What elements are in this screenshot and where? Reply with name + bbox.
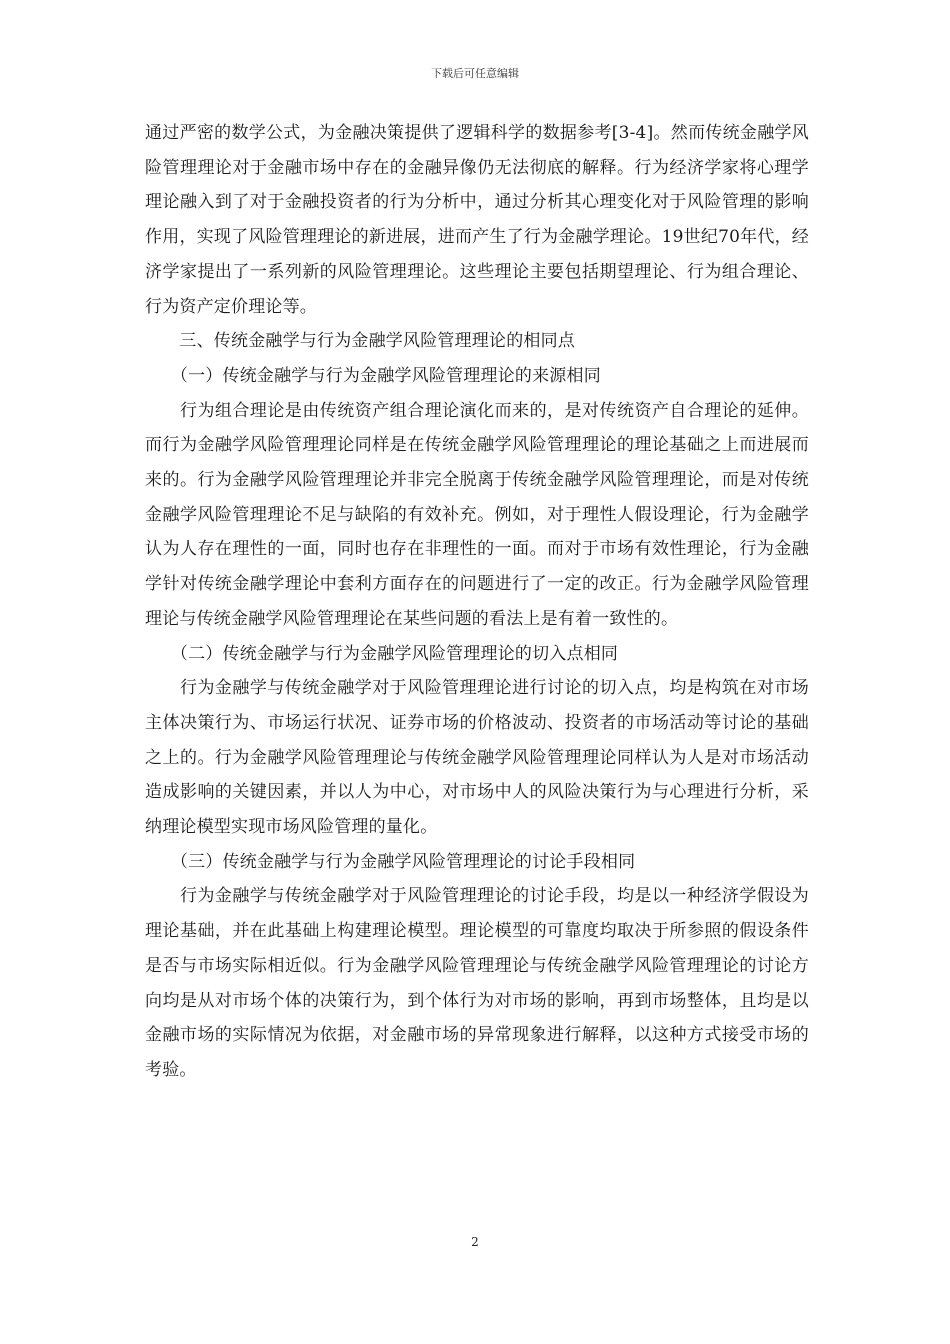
subsection-heading-same-origin: （一）传统金融学与行为金融学风险管理理论的来源相同	[145, 365, 601, 386]
page-number: 2	[471, 1235, 479, 1249]
section-heading-similarities: 三、传统金融学与行为金融学风险管理理论的相同点	[145, 331, 575, 352]
page-header: 下载后可任意编辑	[431, 67, 519, 80]
document-body	[145, 116, 809, 1088]
paragraph-continued-intro: 通过严密的数学公式，为金融决策提供了逻辑科学的数据参考[3-4]。然而传统金融学风险管理理论对于金融市场中存在的金融异像仍无法彻底的解释。行为经济学家将心理学理论融入到了对于金融投资者的行为分析中，通过分析其心理变化对于风险管理的影响作用，实现了风险管理理论的新进展，进而产生了行为金融学理论。19世纪70年代，经济学家提出了一系列新的风险管理理论。这些理论主要包括期望理论、行为组合理论、行为资产定价理论等。	[145, 123, 809, 317]
subsection-heading-same-methods: （三）传统金融学与行为金融学风险管理理论的讨论手段相同	[145, 851, 636, 872]
subsection-heading-same-entry-point: （二）传统金融学与行为金融学风险管理理论的切入点相同	[145, 643, 619, 664]
paragraph-same-origin: 行为组合理论是由传统资产组合理论演化而来的，是对传统资产自合理论的延伸。而行为金融学风险管理理论同样是在传统金融学风险管理理论的理论基础之上而进展而来的。行为金融学风险管理理论并非完全脱离于传统金融学风险管理理论，而是对传统金融学风险管理理论不足与缺陷的有效补充。例如，对于理性人假设理论，行为金融学认为人存在理性的一面，同时也存在非理性的一面。而对于市场有效性理论，行为金融学针对传统金融学理论中套利方面存在的问题进行了一定的改正。行为金融学风险管理理论与传统金融学风险管理理论在某些问题的看法上是有着一致性的。	[145, 400, 809, 629]
paragraph-same-entry-point: 行为金融学与传统金融学对于风险管理理论进行讨论的切入点，均是构筑在对市场主体决策行为、市场运行状况、证券市场的价格波动、投资者的市场活动等讨论的基础之上的。行为金融学风险管理理论与传统金融学风险管理理论同样认为人是对市场活动造成影响的关键因素，并以人为中心，对市场中人的风险决策行为与心理进行分析，采纳理论模型实现市场风险管理的量化。	[145, 678, 809, 838]
paragraph-same-methods: 行为金融学与传统金融学对于风险管理理论的讨论手段，均是以一种经济学假设为理论基础，并在此基础上构建理论模型。理论模型的可靠度均取决于所参照的假设条件是否与市场实际相近似。行为金融学风险管理理论与传统金融学风险管理理论的讨论方向均是从对市场个体的决策行为，到个体行为对市场的影响，再到市场整体，且均是以金融市场的实际情况为依据，对金融市场的异常现象进行解释，以这种方式接受市场的考验。	[145, 886, 809, 1080]
